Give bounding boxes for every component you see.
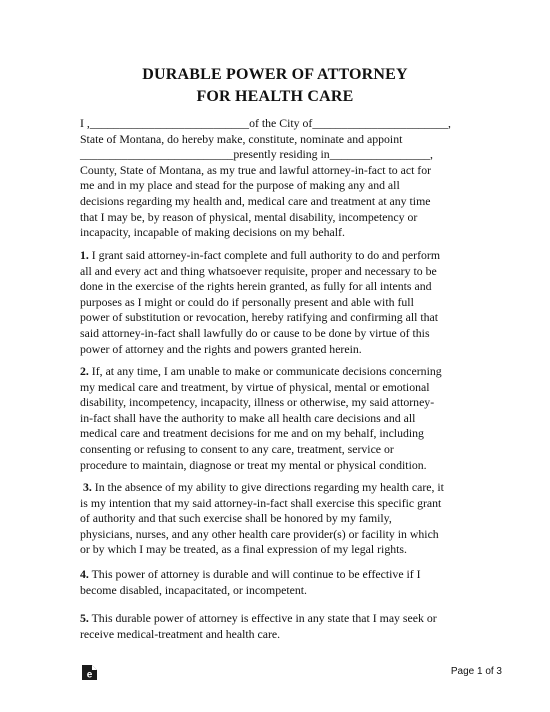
paragraph-number: 5. (80, 611, 89, 625)
paragraph-1 (80, 248, 475, 357)
text-line: of authority and that such exercise shall be honored by my family, (80, 511, 392, 526)
paragraph-2 (80, 364, 475, 473)
text-line: medical care and treatment decisions for me and on my behalf, including (80, 426, 424, 441)
document-title: DURABLE POWER OF ATTORNEY (142, 66, 408, 83)
text-span: If, at any time, I am unable to make or communicate decisions concerning (88, 364, 442, 378)
text-line: physicians, nurses, and any other health care provider(s) or facility in which (80, 526, 439, 541)
text-line: County, State of Montana, as my true and lawful attorney-in-fact to act for (80, 162, 432, 177)
text-line: procedure to maintain, diagnose or treat my mental or physical condition. (80, 457, 427, 472)
text-line: that I may be, by reason of physical, mental disability, incompetency or (80, 209, 418, 224)
text-line (80, 248, 475, 264)
text-line: power of attorney and the rights and powers granted herein. (80, 341, 362, 356)
paragraph-4 (80, 567, 475, 598)
text-span: In the absence of my ability to give directions regarding my health care, it (91, 480, 444, 494)
text-line: done in the exercise of the rights herein granted, as fully for all intents and (80, 279, 432, 294)
text-line: or by which I may be treated, as a final expression of my legal rights. (80, 542, 407, 557)
text-line: me and in my place and stead for the purpose of making any and all (80, 178, 400, 193)
text-line: __________________________presently residing in_________________, (80, 147, 433, 162)
text-line: in-fact shall have the authority to make all health care decisions and all (80, 410, 416, 425)
text-line: incapacity, incapable of making decisions on my behalf. (80, 225, 345, 240)
page-number: Page 1 of 3 (450, 666, 502, 677)
text-line: I ,___________________________of the City of_______________________, (80, 116, 451, 130)
paragraph-3 (80, 480, 475, 558)
paragraph-number: 3. (82, 480, 92, 494)
paragraph-number: 2. (80, 364, 89, 378)
text-span: This durable power of attorney is effective in any state that I may seek or (88, 611, 437, 625)
text-line (80, 567, 475, 583)
text-line: State of Montana, do hereby make, constitute, nominate and appoint (80, 131, 403, 146)
text-line: decisions regarding my health and, medical care and treatment at any time (80, 193, 431, 208)
text-line: become disabled, incapacitated, or incompetent. (80, 582, 307, 597)
paragraph-number: 4. (80, 567, 89, 581)
text-line: said attorney-in-fact shall lawfully do or cause to be done by virtue of this (80, 325, 430, 340)
svg-text:e: e (86, 669, 93, 681)
text-line: receive medical-treatment and health care. (80, 626, 281, 641)
paragraph-number: 1. (80, 248, 89, 262)
text-line: is my intention that my said attorney-in-fact shall exercise this specific grant (80, 495, 442, 510)
text-line: purposes as I might or could do if personally present and able with full (80, 294, 414, 309)
text-line (80, 611, 475, 627)
eforms-logo-icon (81, 664, 98, 681)
paragraph-5 (80, 611, 475, 642)
text-line (80, 480, 475, 496)
text-span: This power of attorney is durable and will continue to be effective if I (88, 567, 421, 581)
document-subtitle: FOR HEALTH CARE (196, 88, 354, 105)
text-span: I grant said attorney-in-fact complete and full authority to do and perform (88, 248, 441, 262)
text-line: my medical care and treatment, by virtue of physical, mental or emotional (80, 379, 430, 394)
text-line: disability, incompetency, incapacity, illness or otherwise, my said attorney- (80, 395, 435, 410)
text-line: power of substitution or revocation, hereby ratifying and confirming all that (80, 310, 439, 325)
text-line: all and every act and thing whatsoever requisite, proper and necessary to be (80, 263, 437, 278)
text-line (80, 364, 475, 380)
intro-paragraph (80, 116, 475, 241)
text-line: consenting or refusing to consent to any care, treatment, service or (80, 441, 394, 456)
